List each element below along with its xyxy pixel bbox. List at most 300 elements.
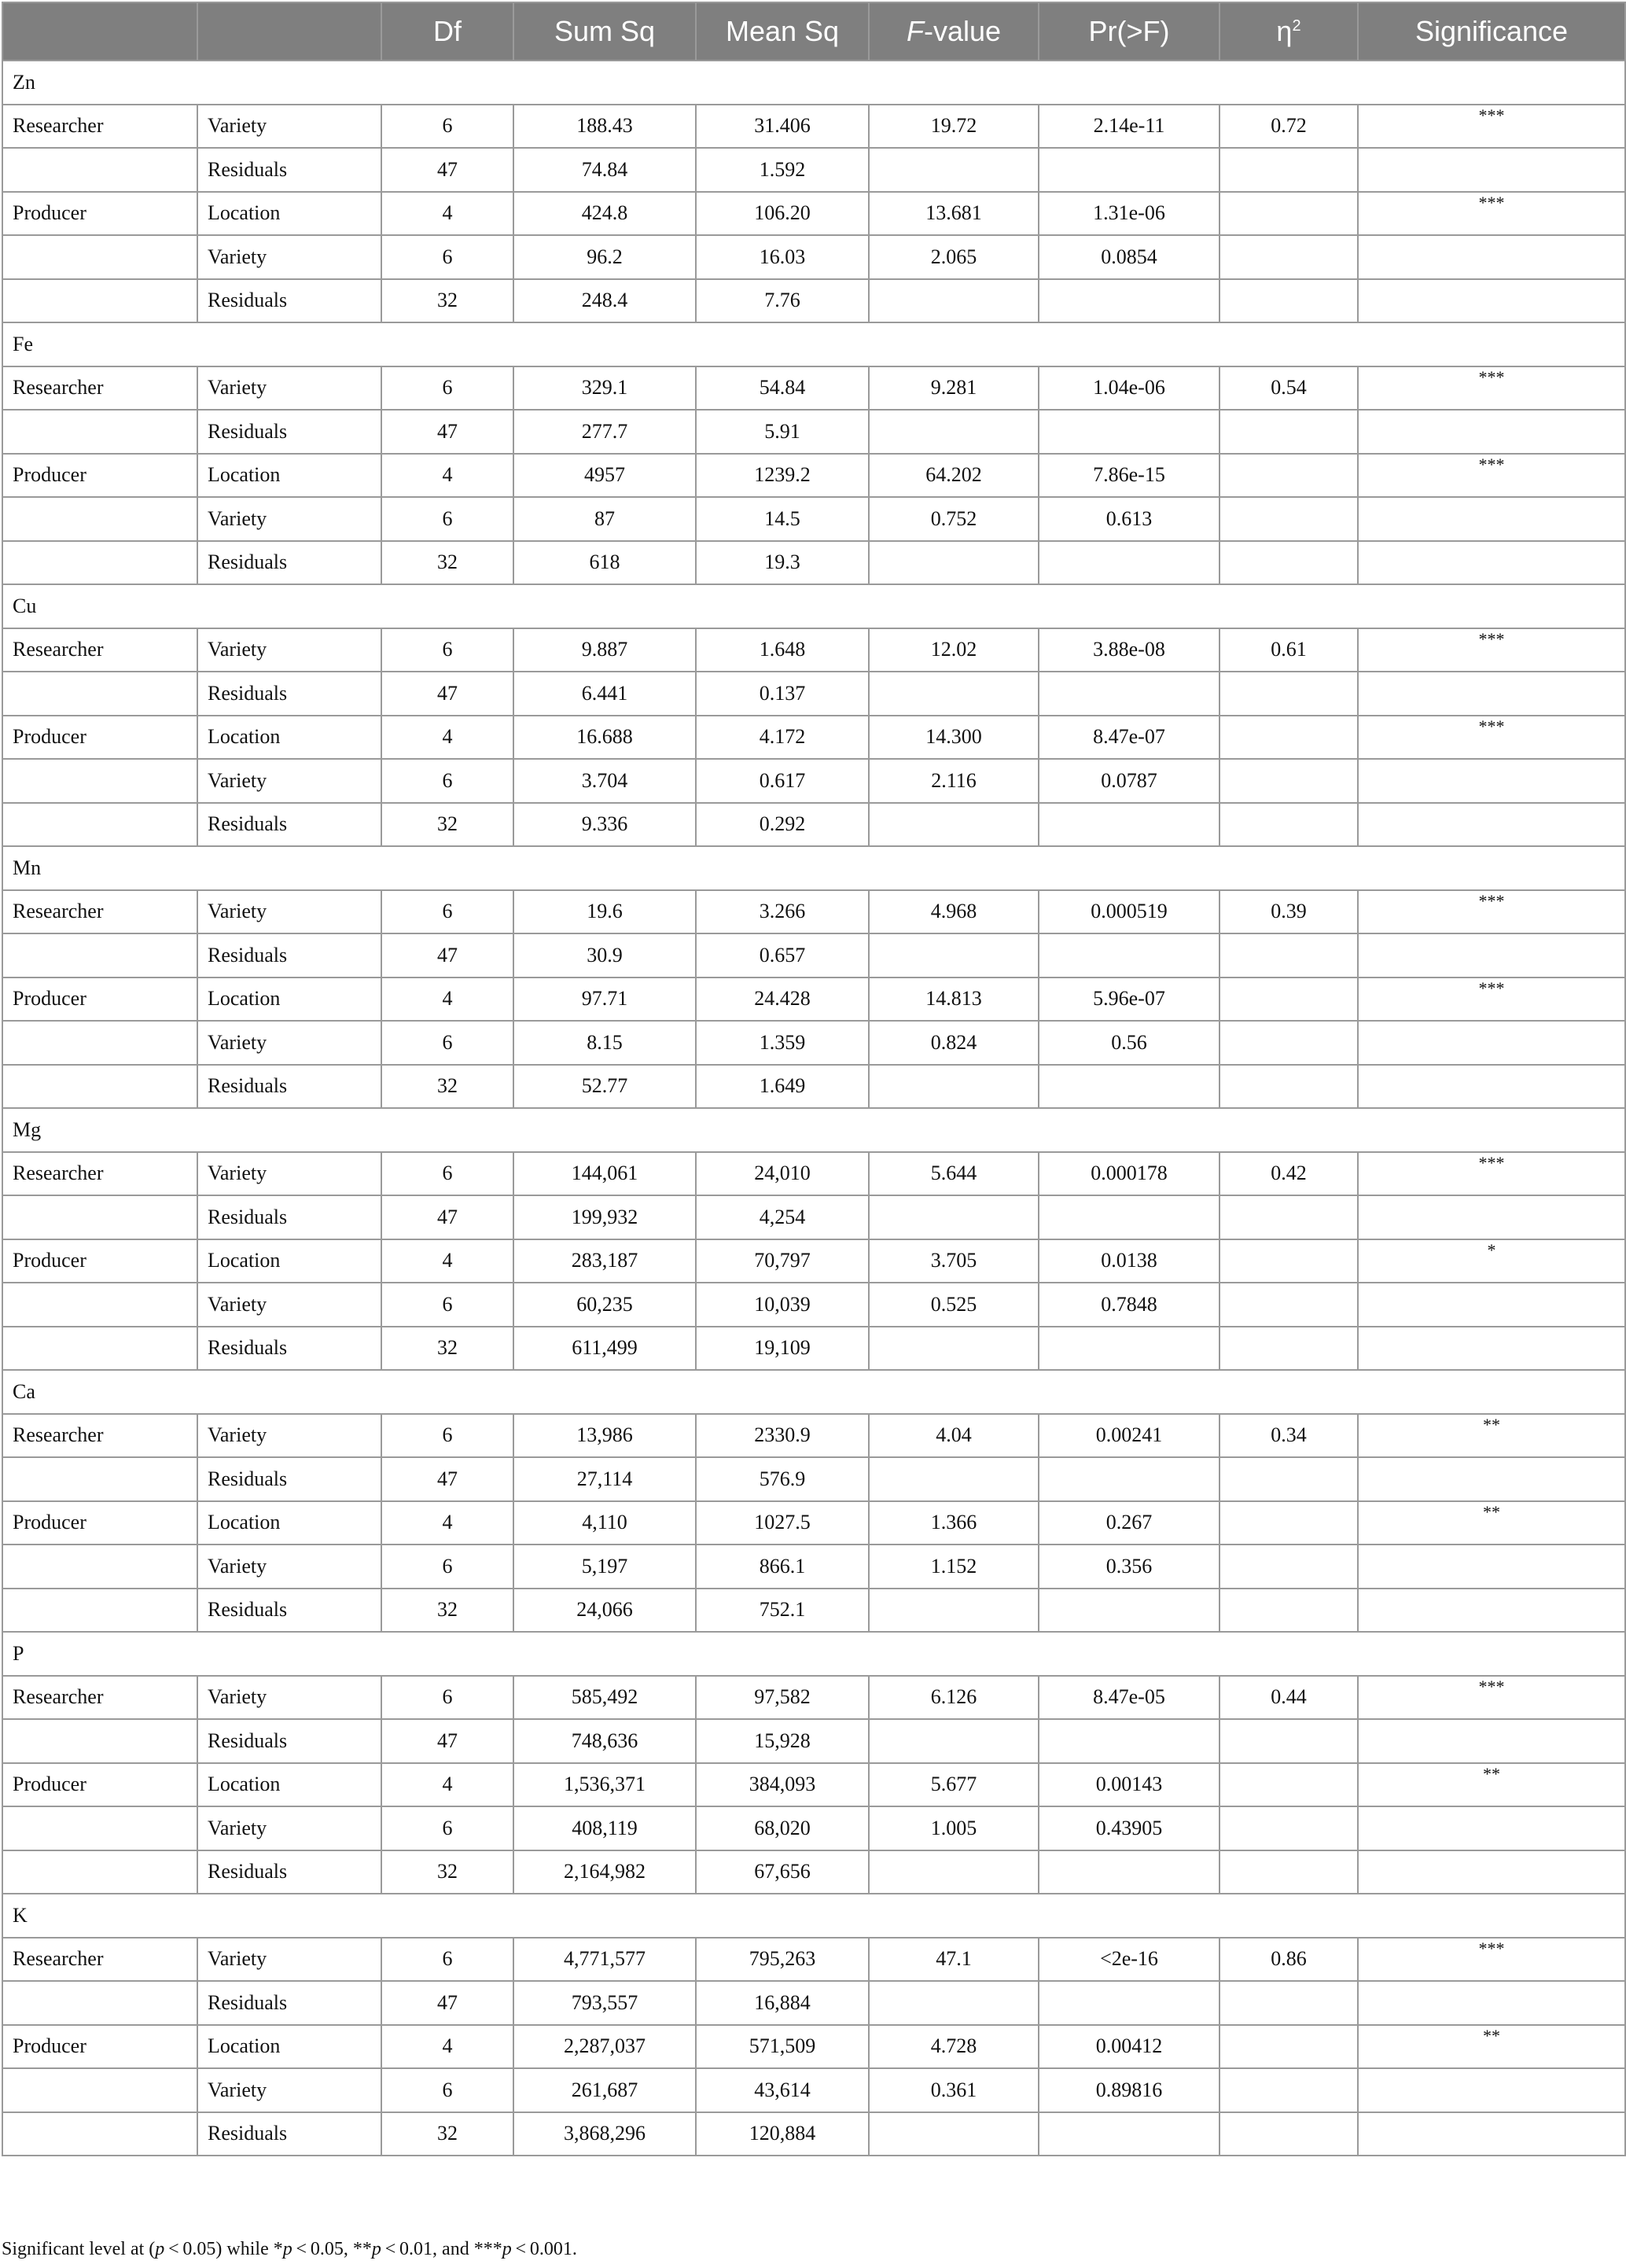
cell-pr-f [1039,1065,1220,1109]
cell-source: Location [197,978,381,1022]
cell-df: 4 [381,2025,513,2069]
cell-mean-sq: 14.5 [696,497,869,541]
cell-source: Variety [197,1806,381,1850]
cell-df: 47 [381,672,513,716]
cell-f-value [869,148,1039,192]
cell-df: 4 [381,1239,513,1283]
cell-df: 6 [381,1152,513,1196]
cell-significance: *** [1358,454,1625,498]
cell-sum-sq: 248.4 [513,279,696,323]
cell-group [2,541,197,585]
table-row [2,672,1625,716]
cell-pr-f: 5.96e-07 [1039,978,1220,1022]
section-label: Mn [2,846,1625,890]
cell-pr-f: 0.00412 [1039,2025,1220,2069]
cell-mean-sq: 1.649 [696,1065,869,1109]
cell-sum-sq: 793,557 [513,1981,696,2025]
table-row [2,192,1625,236]
cell-pr-f: 8.47e-07 [1039,716,1220,760]
cell-source: Variety [197,497,381,541]
cell-significance [1358,235,1625,279]
header-row [2,2,1625,61]
cell-significance: ** [1358,1414,1625,1458]
cell-eta-squared [1220,1589,1358,1633]
cell-pr-f [1039,803,1220,847]
cell-source: Variety [197,235,381,279]
cell-sum-sq: 4957 [513,454,696,498]
cell-mean-sq: 15,928 [696,1719,869,1763]
cell-source: Residuals [197,672,381,716]
cell-source: Variety [197,2068,381,2112]
cell-sum-sq: 97.71 [513,978,696,1022]
cell-df: 6 [381,1938,513,1982]
cell-pr-f: 3.88e-08 [1039,628,1220,672]
cell-sum-sq: 4,110 [513,1501,696,1545]
cell-significance: *** [1358,1676,1625,1720]
cell-source: Residuals [197,803,381,847]
footnote-text-1: Significant level at ( [2,2239,156,2259]
cell-source: Location [197,716,381,760]
cell-source: Residuals [197,2112,381,2156]
cell-group: Researcher [2,1676,197,1720]
footnote-text-3: < 0.05, ** [292,2239,372,2259]
table-row [2,454,1625,498]
table-row [2,366,1625,411]
cell-eta-squared [1220,716,1358,760]
cell-source: Residuals [197,1457,381,1501]
cell-eta-squared: 0.39 [1220,890,1358,934]
cell-source: Location [197,192,381,236]
cell-group: Researcher [2,890,197,934]
cell-eta-squared [1220,410,1358,454]
cell-eta-squared [1220,2068,1358,2112]
table-row [2,1327,1625,1371]
cell-source: Residuals [197,933,381,978]
cell-source: Residuals [197,1589,381,1633]
cell-f-value [869,1981,1039,2025]
cell-pr-f: 0.000178 [1039,1152,1220,1196]
cell-group [2,1283,197,1327]
cell-eta-squared [1220,672,1358,716]
cell-group: Researcher [2,1152,197,1196]
cell-eta-squared [1220,1457,1358,1501]
cell-significance: *** [1358,978,1625,1022]
cell-f-value: 4.968 [869,890,1039,934]
cell-group [2,1981,197,2025]
section-header-row [2,584,1625,628]
cell-f-value [869,1719,1039,1763]
cell-sum-sq: 30.9 [513,933,696,978]
cell-eta-squared [1220,1850,1358,1894]
cell-significance: ** [1358,1763,1625,1807]
cell-group [2,1850,197,1894]
cell-eta-squared [1220,1806,1358,1850]
cell-significance [1358,2068,1625,2112]
cell-pr-f: 8.47e-05 [1039,1676,1220,1720]
cell-f-value [869,933,1039,978]
cell-mean-sq: 10,039 [696,1283,869,1327]
cell-eta-squared: 0.72 [1220,105,1358,149]
cell-df: 4 [381,454,513,498]
cell-eta-squared [1220,1239,1358,1283]
cell-mean-sq: 16,884 [696,1981,869,2025]
cell-mean-sq: 7.76 [696,279,869,323]
cell-eta-squared: 0.42 [1220,1152,1358,1196]
cell-eta-squared [1220,1719,1358,1763]
cell-source: Location [197,1501,381,1545]
cell-pr-f: 1.04e-06 [1039,366,1220,411]
cell-df: 6 [381,105,513,149]
cell-pr-f: 0.89816 [1039,2068,1220,2112]
header-df: Df [381,2,513,61]
cell-mean-sq: 752.1 [696,1589,869,1633]
table-header [2,2,1625,61]
table-row [2,2112,1625,2156]
cell-sum-sq: 618 [513,541,696,585]
cell-df: 6 [381,1021,513,1065]
cell-source: Variety [197,1021,381,1065]
table-row [2,1501,1625,1545]
cell-sum-sq: 2,287,037 [513,2025,696,2069]
cell-mean-sq: 866.1 [696,1545,869,1589]
header-significance: Significance [1358,2,1625,61]
cell-sum-sq: 1,536,371 [513,1763,696,1807]
cell-eta-squared [1220,148,1358,192]
cell-sum-sq: 52.77 [513,1065,696,1109]
cell-df: 47 [381,1719,513,1763]
cell-mean-sq: 2330.9 [696,1414,869,1458]
cell-source: Residuals [197,1981,381,2025]
cell-sum-sq: 3,868,296 [513,2112,696,2156]
cell-df: 6 [381,366,513,411]
table-footnote [2,2239,577,2260]
cell-f-value: 5.677 [869,1763,1039,1807]
table-row [2,410,1625,454]
header-eta-squared [1220,2,1358,61]
cell-source: Variety [197,890,381,934]
cell-pr-f: 0.267 [1039,1501,1220,1545]
cell-df: 4 [381,978,513,1022]
section-header-row [2,1108,1625,1152]
table-row [2,541,1625,585]
cell-sum-sq: 199,932 [513,1195,696,1239]
cell-group [2,410,197,454]
cell-sum-sq: 277.7 [513,410,696,454]
cell-mean-sq: 106.20 [696,192,869,236]
cell-eta-squared [1220,1545,1358,1589]
section-label: Zn [2,61,1625,105]
cell-sum-sq: 611,499 [513,1327,696,1371]
cell-df: 6 [381,1283,513,1327]
cell-f-value: 64.202 [869,454,1039,498]
cell-mean-sq: 1.648 [696,628,869,672]
cell-mean-sq: 1239.2 [696,454,869,498]
cell-group: Researcher [2,1414,197,1458]
cell-significance: ** [1358,2025,1625,2069]
header-f-suffix: -value [923,15,1002,47]
cell-pr-f: 2.14e-11 [1039,105,1220,149]
cell-pr-f [1039,1850,1220,1894]
cell-f-value: 1.005 [869,1806,1039,1850]
cell-mean-sq: 4,254 [696,1195,869,1239]
section-header-row [2,322,1625,366]
cell-mean-sq: 571,509 [696,2025,869,2069]
table-row [2,1195,1625,1239]
cell-group: Researcher [2,105,197,149]
cell-eta-squared [1220,933,1358,978]
cell-significance [1358,1981,1625,2025]
cell-mean-sq: 795,263 [696,1938,869,1982]
cell-eta-squared [1220,2025,1358,2069]
cell-df: 32 [381,1327,513,1371]
section-label: Cu [2,584,1625,628]
table-row [2,716,1625,760]
section-header-row [2,1894,1625,1938]
cell-eta-squared [1220,759,1358,803]
cell-mean-sq: 576.9 [696,1457,869,1501]
cell-mean-sq: 3.266 [696,890,869,934]
cell-sum-sq: 9.887 [513,628,696,672]
cell-pr-f [1039,410,1220,454]
cell-f-value [869,1589,1039,1633]
table-row [2,2068,1625,2112]
cell-sum-sq: 329.1 [513,366,696,411]
cell-mean-sq: 54.84 [696,366,869,411]
cell-source: Variety [197,1152,381,1196]
cell-pr-f: 0.00143 [1039,1763,1220,1807]
cell-eta-squared: 0.34 [1220,1414,1358,1458]
cell-mean-sq: 97,582 [696,1676,869,1720]
cell-f-value: 4.728 [869,2025,1039,2069]
cell-f-value: 2.065 [869,235,1039,279]
table-row [2,1021,1625,1065]
cell-f-value: 0.361 [869,2068,1039,2112]
cell-group [2,1545,197,1589]
cell-f-value: 0.752 [869,497,1039,541]
table-row [2,1719,1625,1763]
cell-sum-sq: 408,119 [513,1806,696,1850]
cell-mean-sq: 24.428 [696,978,869,1022]
cell-pr-f: 0.613 [1039,497,1220,541]
cell-mean-sq: 24,010 [696,1152,869,1196]
cell-mean-sq: 1027.5 [696,1501,869,1545]
header-mean-sq: Mean Sq [696,2,869,61]
cell-eta-squared: 0.54 [1220,366,1358,411]
cell-pr-f [1039,1195,1220,1239]
cell-group [2,1327,197,1371]
cell-sum-sq: 9.336 [513,803,696,847]
cell-f-value [869,672,1039,716]
cell-significance [1358,279,1625,323]
table-row [2,1589,1625,1633]
cell-group [2,759,197,803]
cell-sum-sq: 13,986 [513,1414,696,1458]
cell-group [2,2112,197,2156]
cell-f-value [869,1850,1039,1894]
cell-eta-squared [1220,454,1358,498]
footnote-p-symbol-3: p [371,2239,381,2259]
cell-mean-sq: 43,614 [696,2068,869,2112]
cell-df: 32 [381,2112,513,2156]
cell-df: 6 [381,1676,513,1720]
cell-significance: *** [1358,890,1625,934]
cell-group [2,1065,197,1109]
cell-significance [1358,1545,1625,1589]
header-source [197,2,381,61]
section-label: Mg [2,1108,1625,1152]
cell-df: 6 [381,235,513,279]
cell-significance [1358,148,1625,192]
cell-df: 6 [381,1806,513,1850]
cell-f-value: 14.300 [869,716,1039,760]
cell-df: 47 [381,933,513,978]
cell-source: Location [197,1239,381,1283]
table-row [2,933,1625,978]
cell-df: 47 [381,1457,513,1501]
cell-sum-sq: 8.15 [513,1021,696,1065]
cell-mean-sq: 0.292 [696,803,869,847]
cell-eta-squared [1220,235,1358,279]
section-label: Fe [2,322,1625,366]
cell-mean-sq: 1.592 [696,148,869,192]
cell-eta-squared [1220,1981,1358,2025]
header-eta-exponent: 2 [1292,17,1301,35]
section-header-row [2,1370,1625,1414]
table-row [2,628,1625,672]
cell-group: Researcher [2,1938,197,1982]
cell-eta-squared [1220,1283,1358,1327]
cell-df: 32 [381,1850,513,1894]
cell-group [2,1806,197,1850]
cell-significance: *** [1358,105,1625,149]
cell-group [2,933,197,978]
cell-significance: *** [1358,1938,1625,1982]
cell-group [2,279,197,323]
cell-df: 6 [381,890,513,934]
cell-eta-squared [1220,1195,1358,1239]
cell-source: Variety [197,759,381,803]
header-group [2,2,197,61]
cell-mean-sq: 4.172 [696,716,869,760]
cell-significance [1358,933,1625,978]
footnote-text-4: < 0.01, and *** [381,2239,502,2259]
cell-mean-sq: 68,020 [696,1806,869,1850]
cell-df: 32 [381,1589,513,1633]
section-header-row [2,1632,1625,1676]
table-row [2,1938,1625,1982]
cell-significance: *** [1358,628,1625,672]
cell-pr-f [1039,1457,1220,1501]
cell-f-value [869,803,1039,847]
cell-df: 47 [381,410,513,454]
footnote-p-symbol-4: p [502,2239,512,2259]
cell-source: Residuals [197,1719,381,1763]
header-f-italic: F [906,15,924,47]
cell-pr-f: <2e-16 [1039,1938,1220,1982]
cell-mean-sq: 16.03 [696,235,869,279]
cell-group [2,1457,197,1501]
table-row [2,1239,1625,1283]
cell-source: Location [197,2025,381,2069]
cell-f-value: 47.1 [869,1938,1039,1982]
cell-source: Residuals [197,279,381,323]
cell-df: 32 [381,1065,513,1109]
cell-df: 4 [381,716,513,760]
table-row [2,497,1625,541]
footnote-text-5: < 0.001. [511,2239,577,2259]
cell-sum-sq: 748,636 [513,1719,696,1763]
cell-significance [1358,803,1625,847]
cell-group [2,1719,197,1763]
cell-df: 6 [381,497,513,541]
cell-significance: *** [1358,366,1625,411]
cell-sum-sq: 261,687 [513,2068,696,2112]
table-row [2,978,1625,1022]
cell-pr-f: 0.7848 [1039,1283,1220,1327]
cell-source: Residuals [197,1327,381,1371]
cell-group [2,1021,197,1065]
cell-source: Variety [197,1938,381,1982]
cell-f-value: 1.152 [869,1545,1039,1589]
cell-significance: *** [1358,716,1625,760]
cell-eta-squared: 0.44 [1220,1676,1358,1720]
cell-mean-sq: 19.3 [696,541,869,585]
cell-f-value [869,279,1039,323]
section-label: P [2,1632,1625,1676]
cell-df: 47 [381,148,513,192]
cell-pr-f [1039,933,1220,978]
table-row [2,1457,1625,1501]
header-sum-sq: Sum Sq [513,2,696,61]
cell-source: Residuals [197,1065,381,1109]
cell-eta-squared [1220,803,1358,847]
cell-eta-squared [1220,541,1358,585]
cell-pr-f: 0.00241 [1039,1414,1220,1458]
cell-group: Producer [2,1501,197,1545]
cell-df: 6 [381,1414,513,1458]
cell-f-value [869,410,1039,454]
cell-f-value: 0.824 [869,1021,1039,1065]
table-row [2,1152,1625,1196]
cell-f-value [869,1065,1039,1109]
cell-group: Producer [2,716,197,760]
cell-eta-squared [1220,279,1358,323]
cell-sum-sq: 585,492 [513,1676,696,1720]
cell-f-value: 4.04 [869,1414,1039,1458]
table-row [2,2025,1625,2069]
cell-mean-sq: 5.91 [696,410,869,454]
cell-f-value [869,1195,1039,1239]
cell-eta-squared [1220,1501,1358,1545]
cell-source: Residuals [197,410,381,454]
table-row [2,105,1625,149]
cell-mean-sq: 0.137 [696,672,869,716]
cell-significance [1358,1065,1625,1109]
cell-group [2,672,197,716]
cell-pr-f [1039,1589,1220,1633]
cell-group: Producer [2,978,197,1022]
cell-source: Variety [197,628,381,672]
cell-df: 6 [381,628,513,672]
cell-sum-sq: 6.441 [513,672,696,716]
cell-group [2,2068,197,2112]
cell-mean-sq: 0.657 [696,933,869,978]
cell-df: 32 [381,803,513,847]
cell-f-value: 0.525 [869,1283,1039,1327]
section-header-row [2,61,1625,105]
cell-pr-f: 0.43905 [1039,1806,1220,1850]
cell-f-value: 5.644 [869,1152,1039,1196]
